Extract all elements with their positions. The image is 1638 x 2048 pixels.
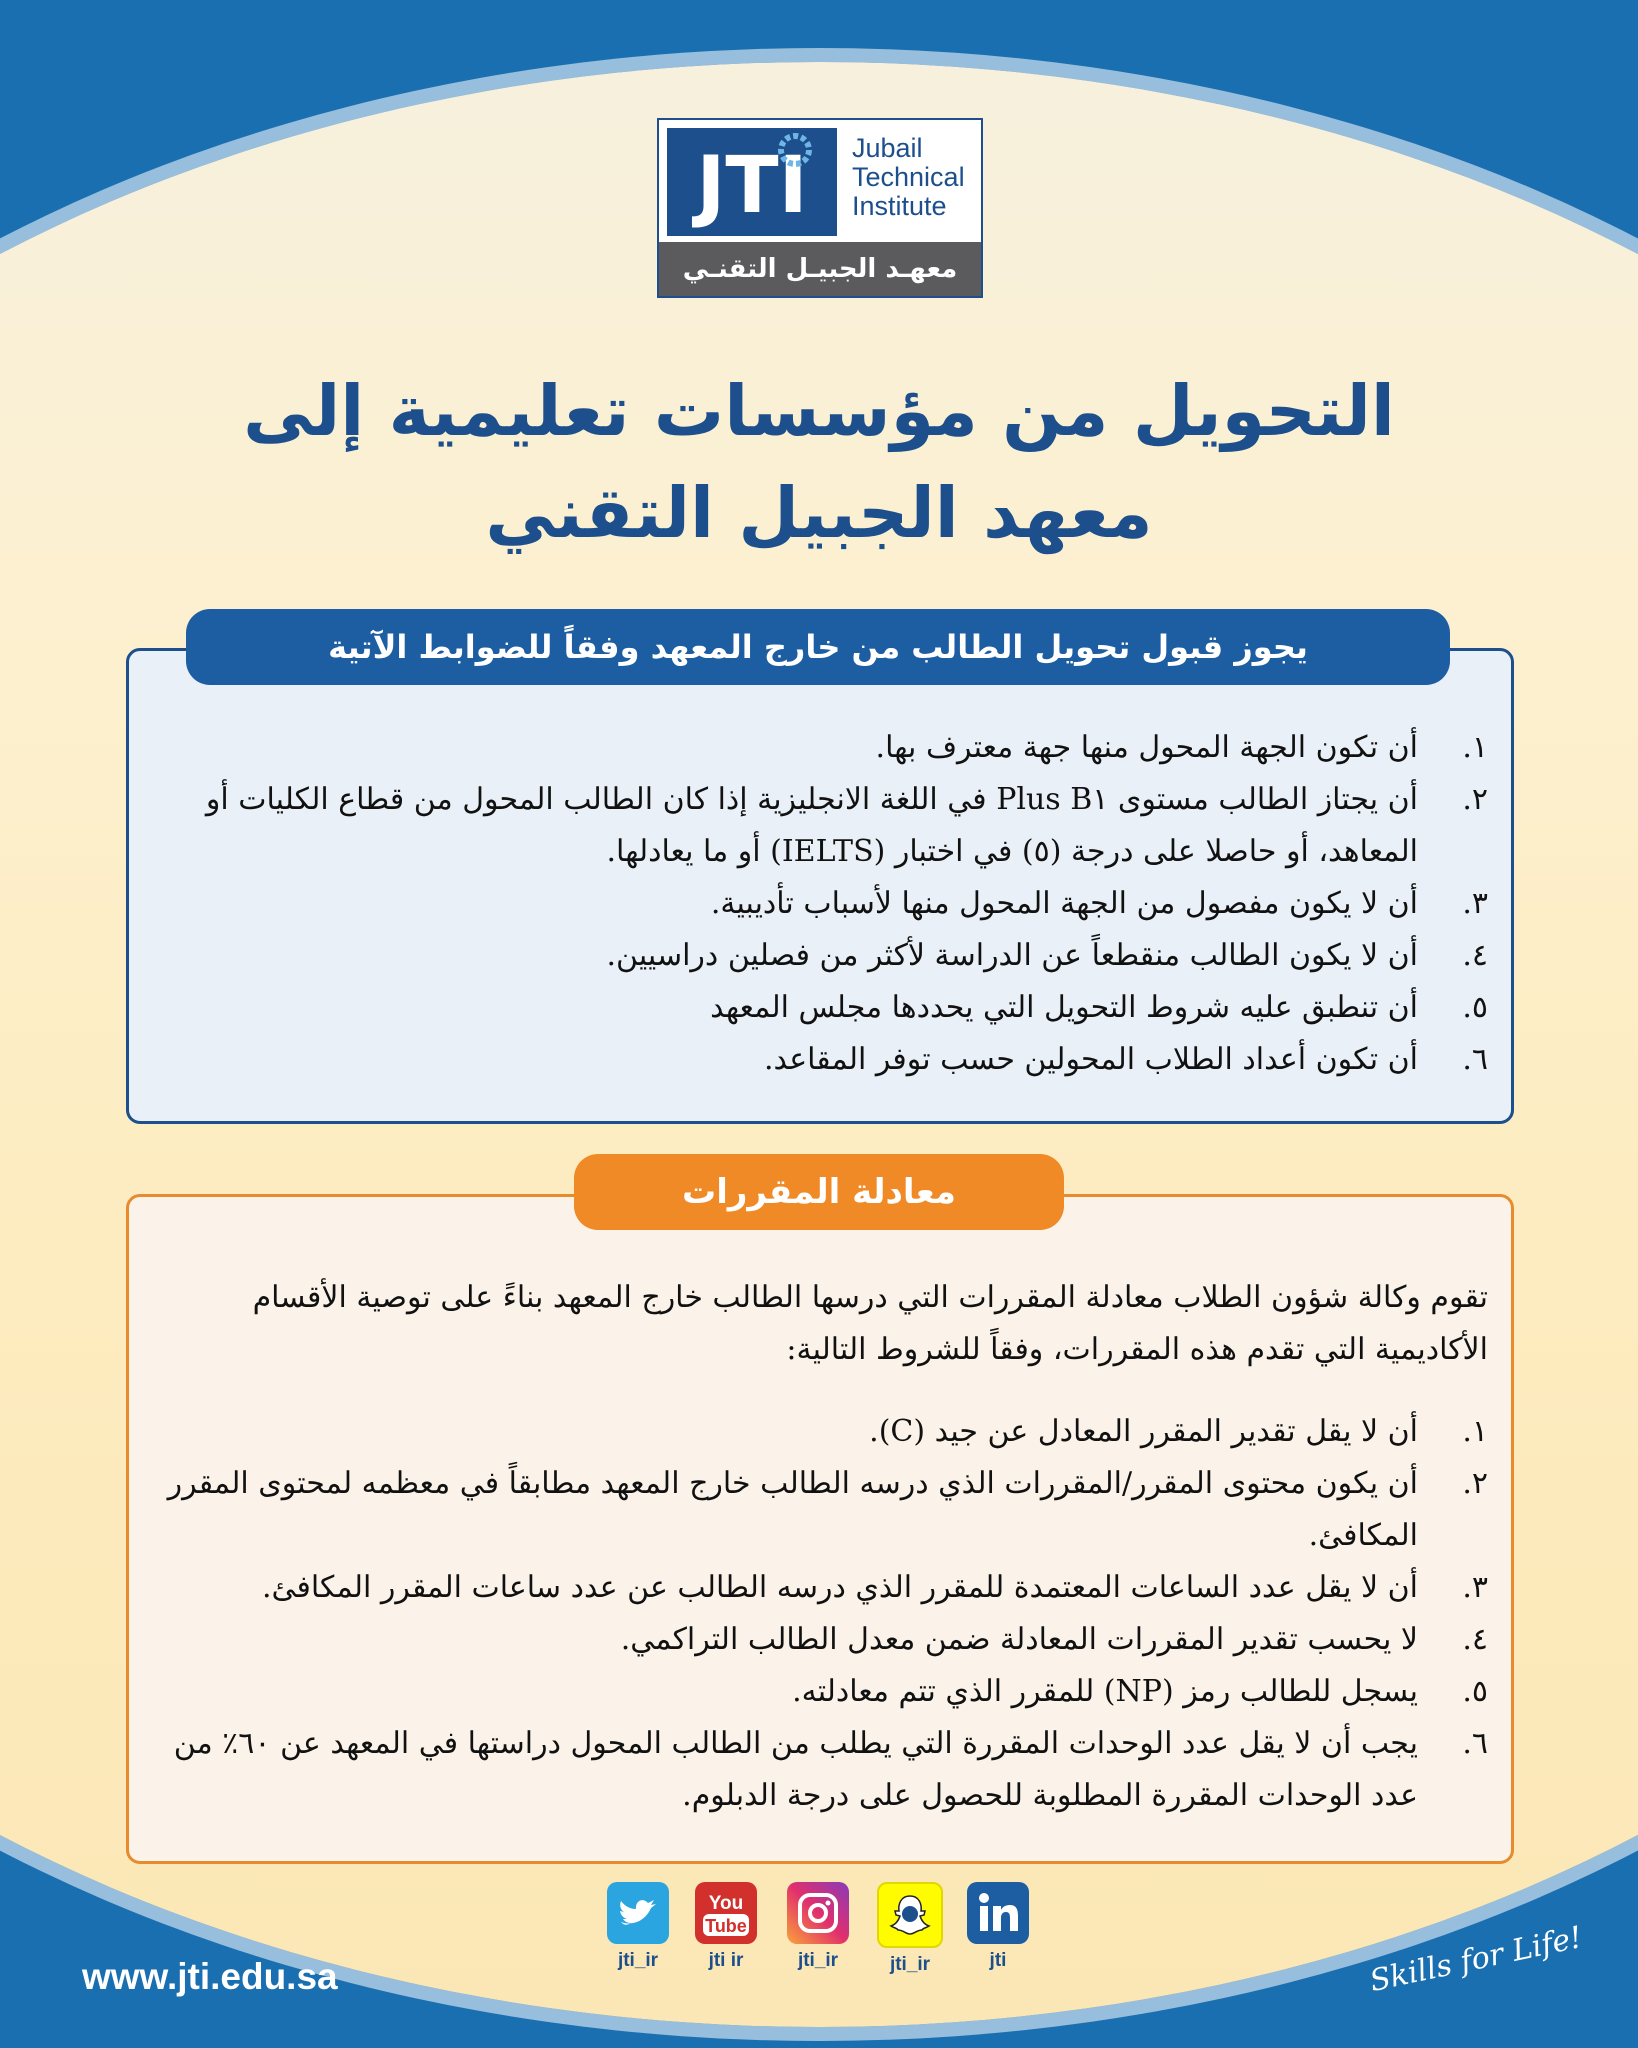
item-number: ٤. bbox=[1462, 938, 1488, 973]
list-item bbox=[200, 878, 1488, 930]
social-snapchat[interactable] bbox=[874, 1882, 946, 1976]
item-number: ٦. bbox=[1462, 1042, 1488, 1077]
transfer-rules-list bbox=[200, 722, 1488, 1086]
social-twitter[interactable] bbox=[602, 1882, 674, 1972]
item-text: أن تكون أعداد الطلاب المحولين حسب توفر المقاعد. bbox=[763, 1042, 1418, 1077]
item-text: أن تكون الجهة المحول منها جهة معترف بها. bbox=[875, 730, 1418, 765]
instagram-icon[interactable] bbox=[787, 1882, 849, 1944]
snapchat-icon[interactable] bbox=[877, 1882, 943, 1948]
website-url[interactable]: www.jti.edu.sa bbox=[82, 1956, 338, 1997]
social-linkedin[interactable] bbox=[962, 1882, 1034, 1972]
item-text: أن تنطبق عليه شروط التحويل التي يحددها مجلس المعهد bbox=[710, 990, 1418, 1025]
list-item bbox=[160, 1406, 1488, 1458]
logo-name-ar: معهـد الجبيـل التقنـي bbox=[659, 242, 981, 296]
item-number: ٢. bbox=[1462, 782, 1488, 817]
page-title-line2: معهد الجبيل التقني bbox=[485, 472, 1153, 554]
item-text: يجب أن لا يقل عدد الوحدات المقررة التي يطلب من الطالب المحول دراستها في المعهد عن ٦٠٪ من عدد الوحدات المقررة المطلوبة للحصول على درجة الدبلوم. bbox=[173, 1726, 1418, 1813]
item-text: لا يحسب تقدير المقررات المعادلة ضمن معدل الطالب التراكمي. bbox=[620, 1622, 1418, 1657]
list-item bbox=[160, 1614, 1488, 1666]
item-text: أن لا يقل تقدير المقرر المعادل عن جيد (C). bbox=[869, 1414, 1418, 1449]
item-text: يسجل للطالب رمز (NP) للمقرر الذي تتم معادلته. bbox=[792, 1674, 1418, 1709]
item-number: ١. bbox=[1462, 1414, 1488, 1449]
item-number: ٦. bbox=[1462, 1726, 1488, 1761]
youtube-handle: jti ir bbox=[708, 1950, 744, 1971]
list-item bbox=[200, 722, 1488, 774]
list-item bbox=[200, 774, 1488, 878]
linkedin-handle: jti bbox=[989, 1950, 1007, 1971]
jti-logo-mark bbox=[667, 128, 837, 236]
course-equivalence-heading: معادلة المقررات bbox=[574, 1154, 1064, 1230]
item-text: أن لا يكون مفصول من الجهة المحول منها لأسباب تأديبية. bbox=[710, 886, 1418, 921]
item-number: ٥. bbox=[1462, 990, 1488, 1025]
item-text: أن يكون محتوى المقرر/المقررات الذي درسه الطالب خارج المعهد مطابقاً في معظمه لمحتوى المقرر المكافئ. bbox=[167, 1466, 1418, 1553]
item-number: ٣. bbox=[1462, 886, 1488, 921]
course-equivalence-intro: تقوم وكالة شؤون الطلاب معادلة المقررات التي درسها الطالب خارج المعهد بناءً على توصية الأقسام الأكاديمية التي تقدم هذه المقررات، وفقاً للشروط التالية: bbox=[252, 1280, 1488, 1367]
twitter-icon[interactable] bbox=[607, 1882, 669, 1944]
snapchat-handle: jti_ir bbox=[889, 1954, 931, 1975]
social-instagram[interactable] bbox=[782, 1882, 854, 1972]
logo-name-en-1: Jubail bbox=[852, 133, 923, 163]
svg-text:Tube: Tube bbox=[705, 1916, 747, 1936]
list-item bbox=[160, 1666, 1488, 1718]
social-youtube[interactable] bbox=[690, 1882, 762, 1972]
linkedin-icon[interactable] bbox=[967, 1882, 1029, 1944]
list-item bbox=[160, 1562, 1488, 1614]
list-item bbox=[200, 1034, 1488, 1086]
instagram-handle: jti_ir bbox=[797, 1950, 839, 1971]
item-text: أن لا يقل عدد الساعات المعتمدة للمقرر الذي درسه الطالب عن عدد ساعات المقرر المكافئ. bbox=[261, 1570, 1418, 1605]
twitter-handle: jti_ir bbox=[617, 1950, 659, 1971]
list-item bbox=[160, 1718, 1488, 1822]
item-number: ٥. bbox=[1462, 1674, 1488, 1709]
item-number: ٢. bbox=[1462, 1466, 1488, 1501]
slogan: Skills for Life! bbox=[1366, 1919, 1586, 2000]
item-number: ٤. bbox=[1462, 1622, 1488, 1657]
list-item bbox=[200, 982, 1488, 1034]
logo-mark-text: JTI bbox=[696, 141, 808, 231]
item-text: أن يجتاز الطالب مستوى Plus B١ في اللغة الانجليزية إذا كان الطالب المحول من قطاع الكليات أو المعاهد، أو حاصلا على درجة (٥) في اختبار (IELTS) أو ما يعادلها. bbox=[205, 782, 1418, 869]
item-text: أن لا يكون الطالب منقطعاً عن الدراسة لأكثر من فصلين دراسيين. bbox=[606, 938, 1418, 973]
youtube-icon[interactable] bbox=[695, 1882, 757, 1944]
item-number: ١. bbox=[1462, 730, 1488, 765]
item-number: ٣. bbox=[1462, 1570, 1488, 1605]
svg-text:You: You bbox=[708, 1893, 744, 1914]
list-item bbox=[160, 1458, 1488, 1562]
transfer-rules-heading: يجوز قبول تحويل الطالب من خارج المعهد وفقاً للضوابط الآتية bbox=[186, 609, 1450, 685]
logo-name-en-2: Technical bbox=[852, 162, 965, 192]
page-title-line1: التحويل من مؤسسات تعليمية إلى bbox=[243, 370, 1395, 452]
list-item bbox=[200, 930, 1488, 982]
logo-name-en-3: Institute bbox=[852, 191, 947, 221]
course-equivalence-list bbox=[160, 1406, 1488, 1822]
institute-logo bbox=[657, 118, 983, 298]
